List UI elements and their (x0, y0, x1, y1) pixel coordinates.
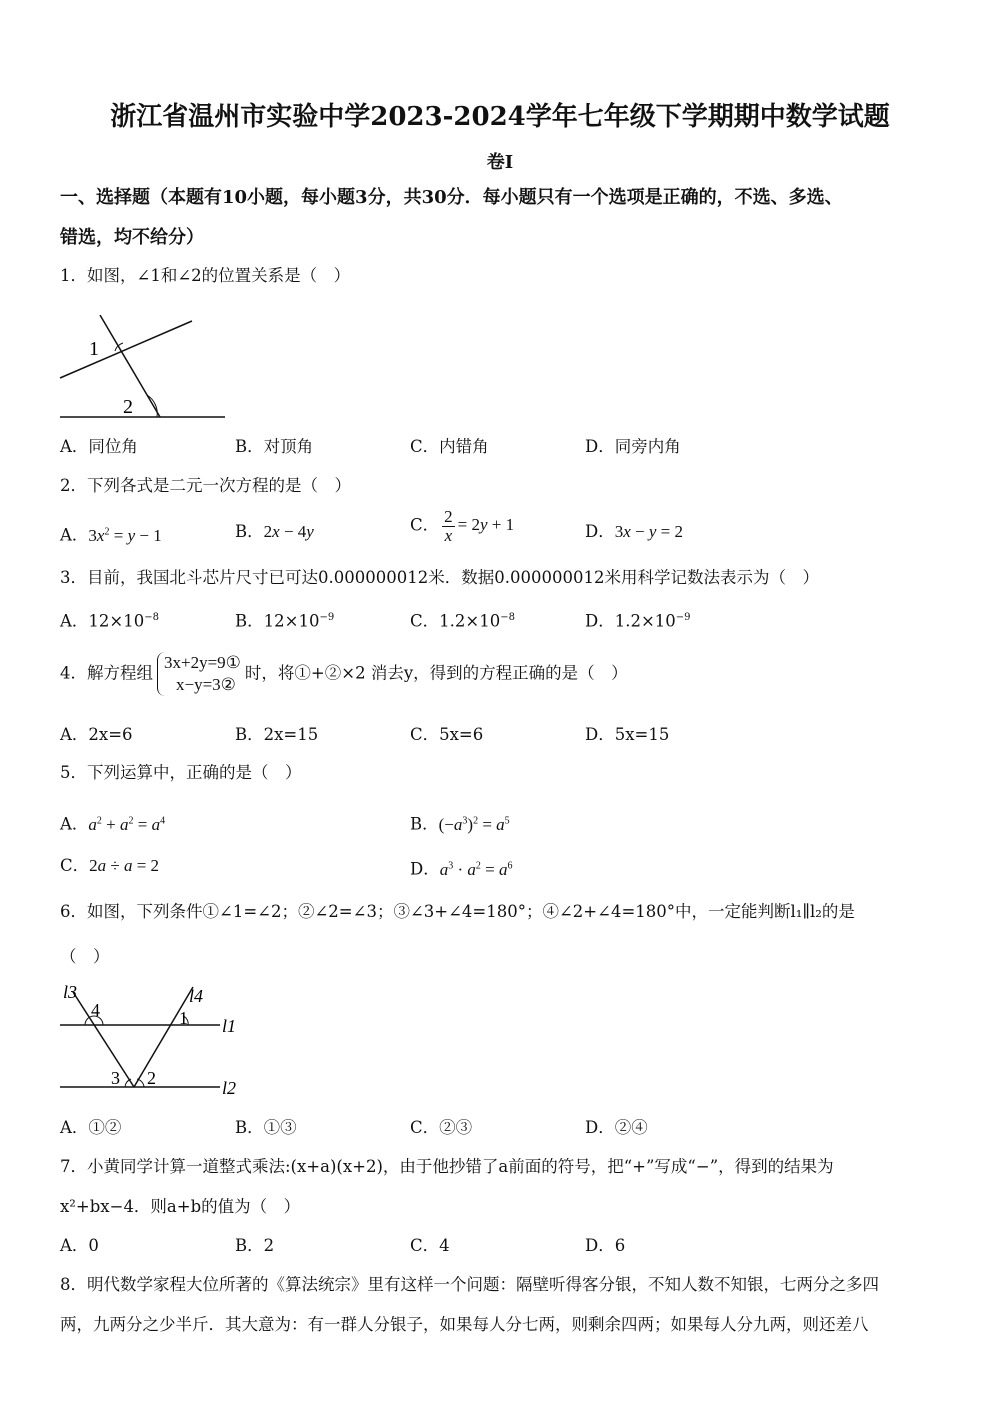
option-letter: C． (60, 856, 90, 875)
question-1: 1．如图，∠1和∠2的位置关系是（ ） (60, 266, 351, 285)
question-8-cont: 两，九两分之少半斤．其大意为：有一群人分银子，如果每人分七两，则剩余四两；如果每人分九两，则还差八 (60, 1315, 869, 1334)
q2-option-d[interactable]: D．3x − y = 2 (585, 522, 684, 541)
q7-option-d[interactable]: D．6 (585, 1236, 626, 1255)
q1-figure (55, 315, 235, 425)
option-text: A．12×10 (60, 611, 145, 631)
question-6: 6．如图，下列条件①∠1=∠2；②∠2=∠3；③∠3+∠4=180°；④∠2+∠4=180°中，一定能判断l₁∥l₂的是 (60, 902, 855, 921)
label-3: 3 (111, 1068, 120, 1088)
q3-option-a[interactable] (60, 606, 159, 634)
q2-option-b[interactable]: B．2x − 4y (235, 522, 314, 541)
question-4 (60, 652, 628, 696)
question-7-cont: x²+bx−4．则a+b的值为（ ） (60, 1197, 301, 1216)
q6-option-a[interactable]: A．①② (60, 1118, 122, 1137)
option-letter: A． (60, 525, 89, 545)
q5-option-b[interactable]: B．$(-a^3)^2 = a^5$ (410, 814, 510, 834)
question-5: 5．下列运算中，正确的是（ ） (60, 763, 302, 782)
question-8: 8．明代数学家程大位所著的《算法统宗》里有这样一个问题：隔壁听得客分银，不知人数不知银，七两分之多四 (60, 1275, 879, 1294)
volume-label: 卷I (486, 152, 514, 173)
option-text: C．1.2×10 (410, 611, 501, 631)
q1-option-a[interactable]: A．同位角 (60, 437, 138, 456)
label-2: 2 (147, 1068, 156, 1088)
q4-option-b[interactable]: B．2x=15 (235, 725, 319, 744)
q1-option-c[interactable]: C．内错角 (410, 437, 489, 456)
option-letter: D． (410, 859, 440, 879)
label-l2: l2 (222, 1078, 237, 1098)
q7-option-b[interactable]: B．2 (235, 1236, 275, 1255)
q4-post: 时，将①+②×2 消去y，得到的方程正确的是（ ） (244, 663, 628, 683)
exponent: −9 (675, 612, 691, 623)
label-4: 4 (91, 1000, 100, 1020)
label-1: 1 (179, 1008, 188, 1028)
q5-option-d[interactable]: D．$a^3 \cdot a^2 = a^6$ (410, 859, 513, 879)
q6-option-c[interactable]: C．②③ (410, 1118, 473, 1137)
option-letter: C． (410, 515, 440, 535)
q1-option-b[interactable]: B．对顶角 (235, 437, 314, 456)
q6-option-b[interactable]: B．①③ (235, 1118, 297, 1137)
question-2: 2．下列各式是二元一次方程的是（ ） (60, 476, 351, 495)
q4-option-a[interactable]: A．2x=6 (60, 725, 133, 744)
q4-pre: 4．解方程组 (60, 663, 153, 683)
q2-option-a[interactable]: A．$3x^2 = y - 1$ (60, 525, 162, 545)
section-heading: 一、选择题（本题有10小题，每小题3分，共30分．每小题只有一个选项是正确的，不选、多选、 (60, 187, 843, 208)
option-letter: B． (410, 814, 439, 834)
equation-2: x−y=3② (176, 675, 236, 694)
option-text: D．1.2×10 (585, 611, 676, 631)
q3-option-c[interactable] (410, 606, 515, 634)
option-letter: A． (60, 814, 89, 834)
label-l4: l4 (189, 986, 204, 1006)
equation-1: 3x+2y=9① (164, 653, 241, 672)
q5-option-c[interactable]: C．2a ÷ a = 2 (60, 856, 160, 875)
option-letter: B． (235, 522, 264, 541)
page-title: 浙江省温州市实验中学2023-2024学年七年级下学期期中数学试题 (110, 102, 890, 132)
q7-option-c[interactable]: C．4 (410, 1236, 450, 1255)
q3-option-d[interactable] (585, 606, 691, 634)
exponent: −8 (500, 612, 515, 623)
q4-option-d[interactable]: D．5x=15 (585, 725, 670, 744)
equation-system (157, 652, 241, 696)
label-l1: l1 (222, 1016, 237, 1036)
option-text: B．12×10 (235, 611, 320, 631)
label-l3: l3 (63, 982, 78, 1002)
q7-option-a[interactable]: A．0 (60, 1236, 99, 1255)
q6-figure (55, 982, 245, 1102)
exponent: −8 (144, 612, 159, 623)
fig-label-2: 2 (123, 396, 133, 418)
exponent: −9 (319, 612, 335, 623)
q5-option-a[interactable]: A．$a^2 + a^2 = a^4$ (60, 814, 166, 834)
section-heading-cont: 错选，均不给分） (60, 227, 204, 248)
option-letter: D． (585, 522, 615, 541)
question-3: 3．目前，我国北斗芯片尺寸已可达0.000000012米．数据0.000000012米用科学记数法表示为（ ） (60, 568, 819, 587)
q6-paren: （ ） (60, 947, 110, 966)
q6-option-d[interactable]: D．②④ (585, 1118, 648, 1137)
question-7: 7．小黄同学计算一道整式乘法:(x+a)(x+2)，由于他抄错了a前面的符号，把“+”写成“−”，得到的结果为 (60, 1157, 834, 1176)
q4-option-c[interactable]: C．5x=6 (410, 725, 484, 744)
q2-option-c[interactable]: C． $\frac{2}{x}$ = 2y + 1 (410, 507, 515, 545)
fig-label-1: 1 (89, 338, 99, 360)
q1-option-d[interactable]: D．同旁内角 (585, 437, 681, 456)
q3-option-b[interactable] (235, 606, 334, 634)
